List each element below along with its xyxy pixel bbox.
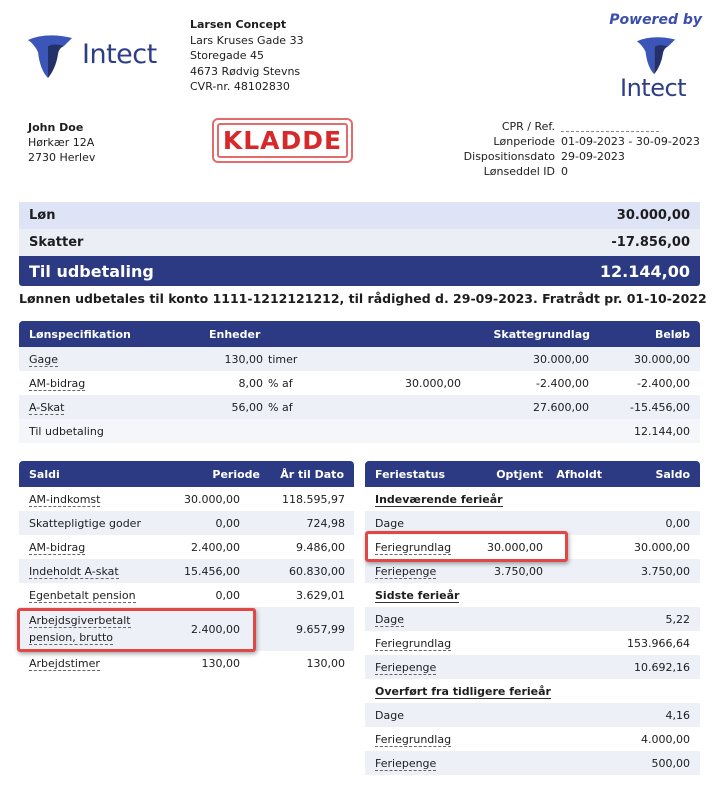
row-units: 8,00 [238, 376, 263, 390]
header-cell: Feriestatus [375, 467, 446, 481]
summary-label: Til udbetaling [29, 261, 154, 281]
section-title-row [365, 583, 700, 607]
header-cell: Saldo [655, 467, 690, 481]
row-name: Til udbetaling [29, 424, 104, 438]
employee-city: 2730 Herlev [28, 151, 96, 164]
meta-row [460, 134, 704, 149]
summary-row-skat [19, 229, 700, 256]
section-title-text: Overført fra tidligere ferieår [375, 684, 551, 698]
meta-label: CPR / Ref. [501, 120, 555, 133]
row-name-cell [365, 565, 475, 578]
row-period: 130,00 [201, 656, 240, 670]
row-unit-type: timer [268, 352, 298, 366]
pay-summary [19, 202, 700, 286]
row-name: AM-indkomst [29, 492, 101, 506]
row-name-cell [19, 657, 149, 670]
row-name: Skattepligtige goder [29, 516, 141, 530]
summary-value: -17.856,00 [611, 235, 690, 250]
intect-logo-text: Intect [620, 74, 687, 102]
row-name-cell [365, 661, 475, 674]
summary-row-lon [19, 202, 700, 229]
row-units: 130,00 [224, 352, 263, 366]
highlight-box-pension [17, 608, 256, 652]
employee-address [28, 120, 95, 165]
row-name: Dage [375, 516, 404, 530]
row-name: pension, brutto [29, 631, 114, 644]
row-name: Feriepenge [375, 660, 437, 674]
row-balance: 4,16 [665, 708, 690, 722]
row-name: Dage [375, 708, 404, 722]
row-name: AM-bidrag [29, 376, 86, 390]
meta-label: Lønperiode [493, 135, 555, 148]
summary-row-total [19, 256, 700, 286]
table-row [19, 651, 354, 675]
row-basis: 27.600,00 [533, 400, 589, 414]
row-name-cell [19, 565, 149, 578]
company-address-line: Lars Kruses Gade 33 [190, 33, 304, 47]
lonspec-table [19, 321, 700, 443]
table-header [365, 461, 700, 487]
company-address-line: 4673 Rødvig Stevns [190, 64, 301, 78]
row-unit-type: % af [268, 376, 293, 390]
meta-value: 01-09-2023 - 30-09-2023 [561, 135, 700, 148]
row-amount: 30.000,00 [634, 352, 690, 366]
section-title-row [365, 679, 700, 703]
meta-label: Dispositionsdato [463, 150, 555, 163]
meta-value-empty [561, 121, 659, 132]
header-cell: Optjent [496, 467, 543, 481]
table-row-total [19, 419, 700, 443]
payslip-meta [460, 119, 704, 179]
header-cell: Afholdt [556, 467, 602, 481]
row-name-cell [365, 757, 475, 770]
summary-value: 12.144,00 [599, 261, 690, 281]
summary-label: Løn [29, 208, 56, 223]
table-row [365, 559, 700, 583]
row-name: Indeholdt A-skat [29, 564, 119, 578]
row-period: 0,00 [215, 516, 240, 530]
company-cvr: CVR-nr. 48102830 [190, 80, 290, 93]
row-balance: 10.692,16 [634, 660, 690, 674]
table-row [19, 347, 700, 371]
highlight-box-feriegrundlag [365, 531, 568, 562]
row-basis: -2.400,00 [536, 376, 589, 390]
row-units: 56,00 [231, 400, 263, 414]
table-row [19, 487, 354, 511]
row-ytd: 724,98 [306, 516, 345, 530]
row-name-cell [19, 589, 149, 602]
row-name: Egenbetalt pension [29, 588, 136, 602]
payment-notice: Lønnen udbetales til konto 1111-1212121212, til rådighed d. 29-09-2023. Fratrådt pr. 01-10-2022 [19, 291, 707, 306]
row-balance: 0,00 [665, 516, 690, 530]
summary-label: Skatter [29, 235, 84, 250]
row-amount: -2.400,00 [637, 376, 690, 390]
row-name-cell [19, 401, 159, 414]
row-basis: 30.000,00 [533, 352, 589, 366]
row-ytd: 9.657,99 [296, 622, 345, 636]
row-ytd: 118.595,97 [282, 492, 345, 506]
row-name: Feriepenge [375, 564, 437, 578]
table-row [19, 559, 354, 583]
header-cell: Skattegrundlag [493, 327, 590, 341]
section-title-row [365, 487, 700, 511]
row-balance: 5,22 [665, 612, 690, 626]
table-row [365, 751, 700, 775]
powered-by-text: Powered by [609, 12, 702, 28]
section-title [365, 493, 503, 506]
company-name: Larsen Concept [190, 18, 287, 31]
table-row [365, 655, 700, 679]
meta-row [460, 164, 704, 179]
row-name: Feriepenge [375, 756, 437, 770]
row-balance: 500,00 [651, 756, 690, 770]
row-name-cell [19, 377, 159, 390]
row-unit-type: % af [268, 400, 293, 414]
row-name: Arbejdsgiverbetalt [29, 614, 131, 627]
table-row [365, 631, 700, 655]
row-rate: 30.000,00 [405, 376, 461, 390]
row-balance: 4.000,00 [641, 732, 690, 746]
row-name: Dage [375, 612, 404, 626]
table-header [19, 461, 354, 487]
row-balance: 30.000,00 [634, 540, 690, 554]
draft-stamp-text: KLADDE [217, 123, 348, 158]
summary-value: 30.000,00 [616, 208, 690, 223]
meta-row [460, 119, 704, 134]
powered-by-logo [609, 12, 704, 102]
table-row [19, 395, 700, 419]
row-earned: 30.000,00 [487, 540, 543, 554]
header-cell: År til Dato [280, 467, 344, 481]
table-row [365, 703, 700, 727]
row-period: 30.000,00 [184, 492, 240, 506]
row-name-cell [19, 493, 149, 506]
row-ytd: 60.830,00 [289, 564, 345, 578]
row-name-cell [365, 733, 475, 746]
row-ytd: 9.486,00 [296, 540, 345, 554]
draft-stamp [212, 118, 353, 163]
section-title-text: Indeværende ferieår [375, 492, 503, 506]
section-title-text: Sidste ferieår [375, 588, 460, 602]
table-row [19, 535, 354, 559]
row-period: 2.400,00 [191, 622, 240, 636]
row-name: Arbejdstimer [29, 656, 100, 670]
intect-logo-text: Intect [82, 39, 157, 70]
row-period: 2.400,00 [191, 540, 240, 554]
employee-name: John Doe [28, 121, 84, 134]
feriestatus-table [365, 461, 700, 775]
company-address [190, 17, 304, 95]
intect-logo-icon [626, 36, 686, 76]
row-name-cell [19, 353, 159, 366]
section-title [365, 685, 551, 698]
row-name: A-Skat [29, 400, 65, 414]
row-name-cell [19, 541, 149, 554]
row-ytd: 130,00 [306, 656, 345, 670]
row-ytd: 3.629,01 [296, 588, 345, 602]
intect-logo [26, 34, 176, 80]
row-period: 15.456,00 [184, 564, 240, 578]
employee-street: Hørkær 12A [28, 136, 95, 149]
row-name: Feriegrundlag [375, 540, 452, 554]
meta-value: 29-09-2023 [561, 150, 625, 163]
company-address-line: Storegade 45 [190, 49, 265, 62]
section-title [365, 589, 459, 602]
row-amount: -15.456,00 [630, 400, 690, 414]
row-name-cell [365, 637, 475, 650]
table-row [19, 371, 700, 395]
row-name: Feriegrundlag [375, 732, 452, 746]
header-cell: Lønspecifikation [29, 327, 131, 341]
header-cell: Beløb [654, 327, 690, 341]
meta-value: 0 [561, 165, 568, 178]
header-cell: Saldi [29, 467, 60, 481]
row-name: AM-bidrag [29, 540, 86, 554]
table-row [365, 607, 700, 631]
row-balance: 3.750,00 [641, 564, 690, 578]
header-cell: Periode [212, 467, 260, 481]
header-cell: Enheder [209, 327, 261, 341]
meta-row [460, 149, 704, 164]
table-row [19, 583, 354, 607]
intect-logo-icon [26, 34, 74, 80]
table-header [19, 321, 700, 347]
row-earned: 3.750,00 [494, 564, 543, 578]
table-row [19, 511, 354, 535]
row-balance: 153.966,64 [627, 636, 690, 650]
row-name-cell [365, 613, 475, 626]
row-amount: 12.144,00 [634, 424, 690, 438]
meta-label: Lønseddel ID [483, 165, 555, 178]
row-name: Feriegrundlag [375, 636, 452, 650]
row-name: Gage [29, 352, 59, 366]
row-period: 0,00 [215, 588, 240, 602]
table-row [365, 727, 700, 751]
